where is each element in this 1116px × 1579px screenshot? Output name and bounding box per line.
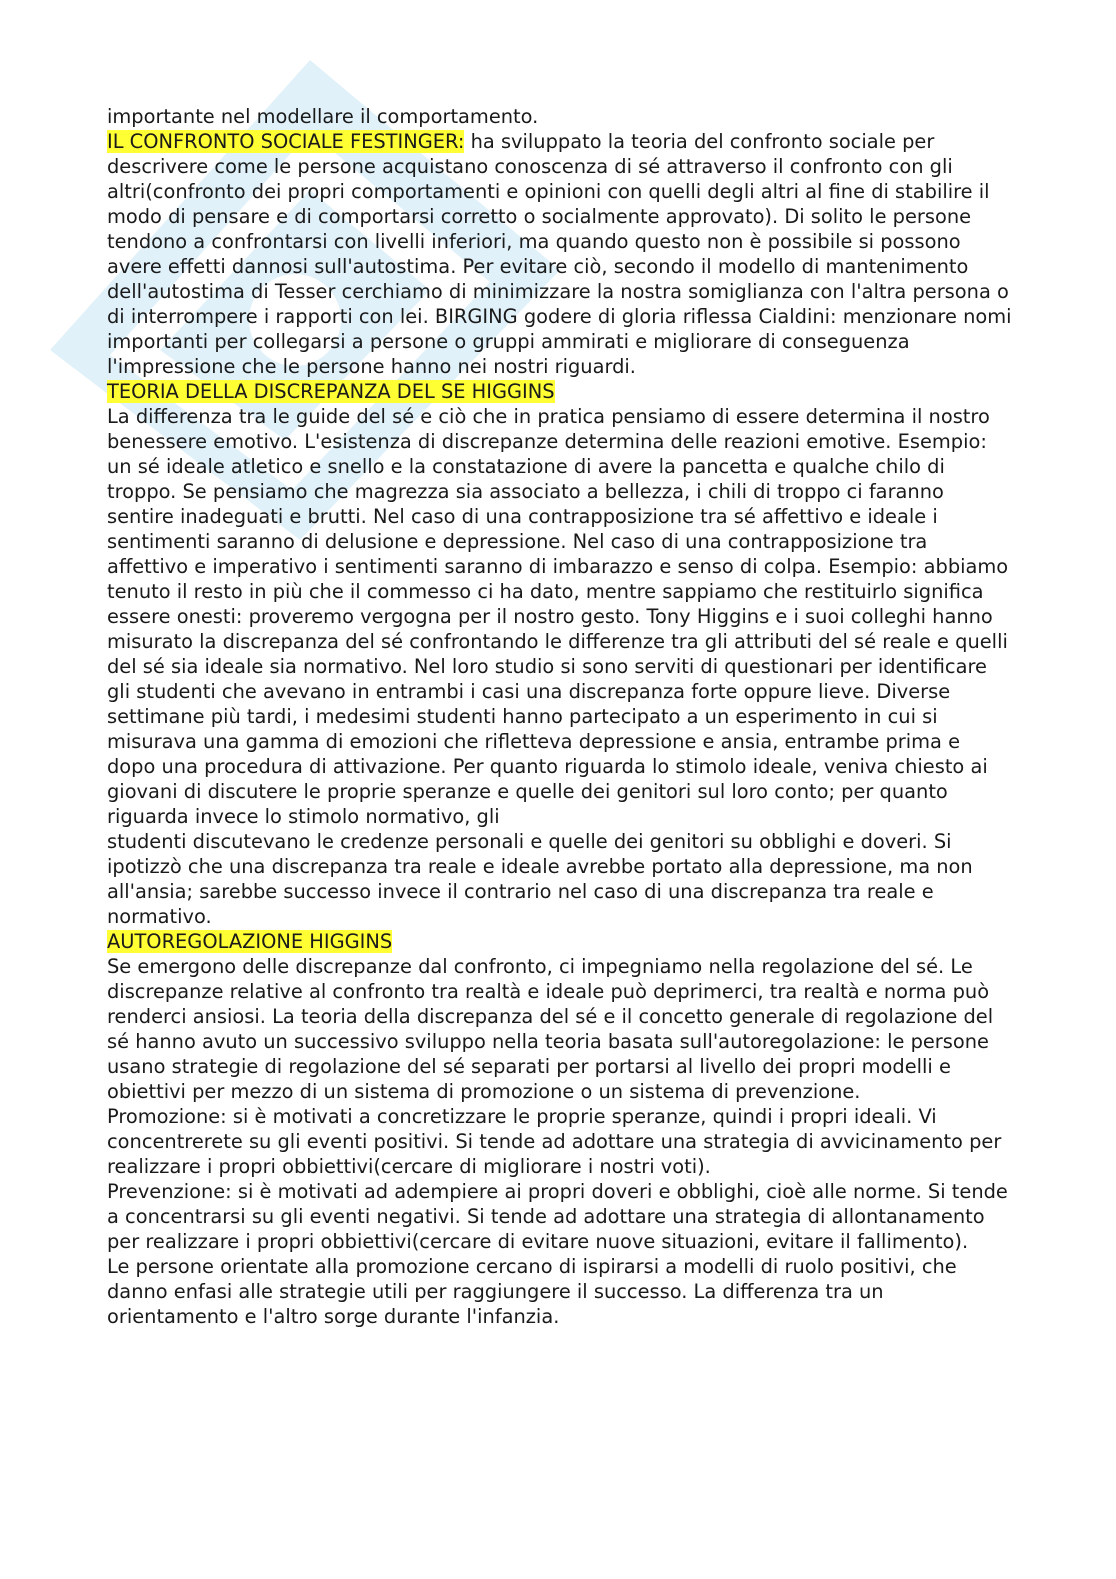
section-discrepanza [107,379,1012,929]
body-confronto-sociale: ha sviluppato la teoria del confronto sociale per descrivere come le persone acquistano conoscenza di sé attraverso il confronto con gli altri(confronto dei propri comportamenti e opinioni con quelli degli altri al fine di stabilire il modo di pensare e di comportarsi corretto o socialmente approvato). Di solito le persone tendono a confrontarsi con livelli inferiori, ma quando questo non è possibile si possono avere effetti dannosi sull'autostima. Per evitare ciò, secondo il modello di mantenimento dell'autostima di Tesser cerchiamo di minimizzare la nostra somiglianza con l'altra persona o di interrompere i rapporti con lei. BIRGING godere di gloria riflessa Cialdini: menzionare nomi importanti per collegarsi a persone o gruppi ammirati e migliorare di conseguenza l'impressione che le persone hanno nei nostri riguardi. [107,130,1012,378]
paragraph-autoregolazione-1: Se emergono delle discrepanze dal confronto, ci impegniamo nella regolazione del sé. Le discrepanze relative al confronto tra realtà e ideale può deprimerci, tra realtà e norma può renderci ansiosi. La teoria della discrepanza del sé e il concetto generale di regolazione del sé hanno avuto un successivo sviluppo nella teoria basata sull'autoregolazione: le persone usano strategie di regolazione del sé separati per portarsi al livello dei propri modelli e obiettivi per mezzo di un sistema di promozione o un sistema di prevenzione. [107,955,994,1103]
heading-autoregolazione: AUTOREGOLAZIONE HIGGINS [107,930,393,953]
heading-discrepanza: TEORIA DELLA DISCREPANZA DEL SE HIGGINS [107,380,555,403]
heading-confronto-sociale: IL CONFRONTO SOCIALE FESTINGER: [107,130,465,153]
paragraph-discrepanza-2: studenti discutevano le credenze personali e quelle dei genitori su obblighi e doveri. Si ipotizzò che una discrepanza tra reale e ideale avrebbe portato alla depressione, ma non all'ansia; sarebbe successo invece il contrario nel caso di una discrepanza tra reale e normativo. [107,830,973,928]
paragraph-promozione: Promozione: si è motivati a concretizzare le proprie speranze, quindi i propri ideali. Vi concentrerete su gli eventi positivi. Si tende ad adottare una strategia di avvicinamento per realizzare i propri obbiettivi(cercare di migliorare i nostri voti). [107,1105,1002,1178]
section-confronto-sociale [107,129,1012,379]
paragraph-prevenzione: Prevenzione: si è motivati ad adempiere ai propri doveri e obblighi, cioè alle norme. Si tende a concentrarsi su gli eventi negativi. Si tende ad adottare una strategia di allontanamento per realizzare i propri obbiettivi(cercare di evitare nuove situazioni, evitare il fallimento). [107,1180,1008,1253]
paragraph-orientamento: Le persone orientate alla promozione cercano di ispirarsi a modelli di ruolo positivi, che danno enfasi alle strategie utili per raggiungere il successo. La differenza tra un orientamento e l'altro sorge durante l'infanzia. [107,1255,957,1328]
section-autoregolazione [107,929,1012,1329]
intro-line: importante nel modellare il comportamento. [107,105,539,128]
document-page [107,104,1012,1329]
paragraph-discrepanza-1: La differenza tra le guide del sé e ciò che in pratica pensiamo di essere determina il nostro benessere emotivo. L'esistenza di discrepanze determina delle reazioni emotive. Esempio: un sé ideale atletico e snello e la constatazione di avere la pancetta e qualche chilo di troppo. Se pensiamo che magrezza sia associato a bellezza, i chili di troppo ci faranno sentire inadeguati e brutti. Nel caso di una contrapposizione tra sé affettivo e ideale i sentimenti saranno di delusione e depressione. Nel caso di una contrapposizione tra affettivo e imperativo i sentimenti saranno di imbarazzo e senso di colpa. Esempio: abbiamo tenuto il resto in più che il commesso ci ha dato, mentre sappiamo che restituirlo significa essere onesti: proveremo vergogna per il nostro gesto. Tony Higgins e i suoi colleghi hanno misurato la discrepanza del sé confrontando le differenze tra gli attributi del sé reale e quelli del sé sia ideale sia normativo. Nel loro studio si sono serviti di questionari per identificare gli studenti che avevano in entrambi i casi una discrepanza forte oppure lieve. Diverse settimane più tardi, i medesimi studenti hanno partecipato a un esperimento in cui si misurava una gamma di emozioni che rifletteva depressione e ansia, entrambe prima e dopo una procedura di attivazione. Per quanto riguarda lo stimolo ideale, veniva chiesto ai giovani di discutere le proprie speranze e quelle dei genitori sul loro conto; per quanto riguarda invece lo stimolo normativo, gli [107,405,1009,828]
